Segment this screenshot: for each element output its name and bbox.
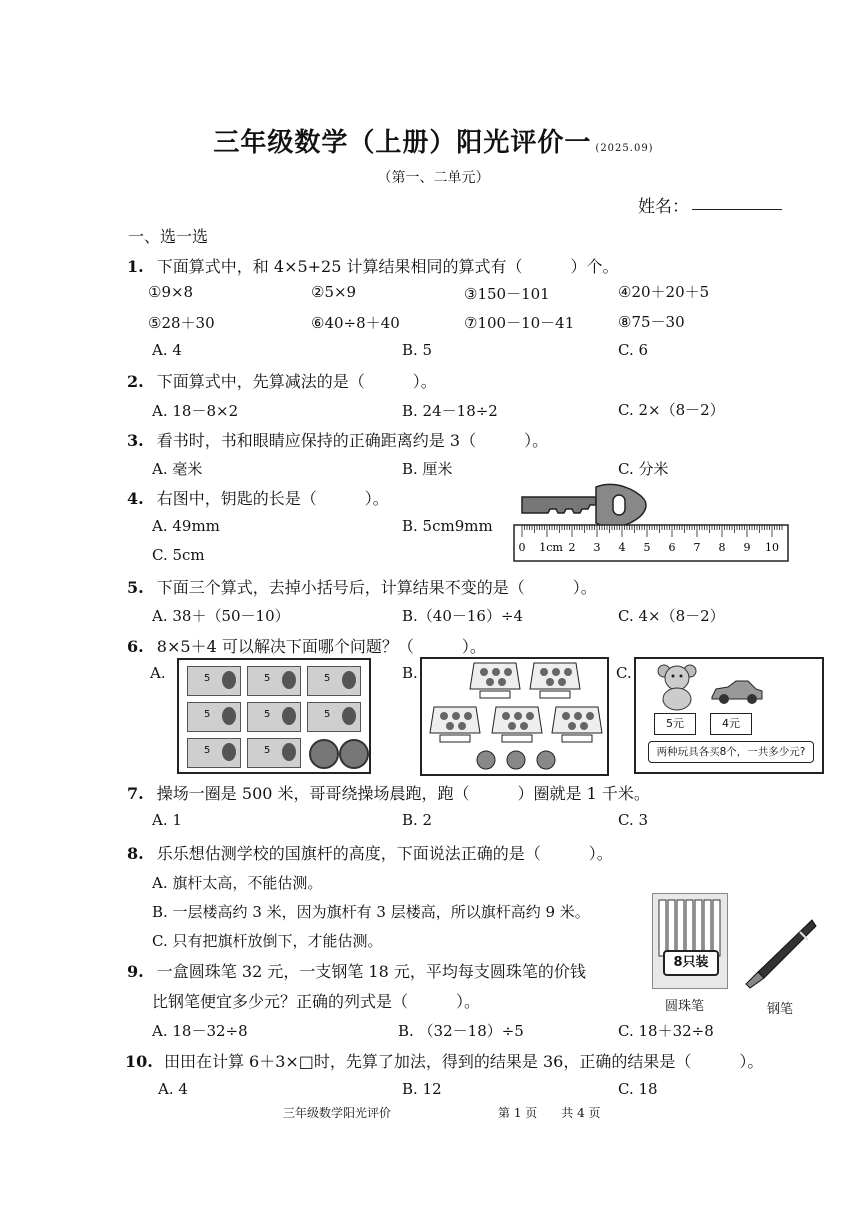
ruler-label: 9 (743, 541, 751, 554)
name-field[interactable] (692, 209, 782, 210)
q1-option-c[interactable]: C. 6 (618, 341, 649, 359)
mooncake-box-icon (492, 707, 542, 742)
q3-option-b[interactable]: B. 厘米 (402, 460, 453, 478)
q6-stem (127, 634, 486, 657)
q5-option-c[interactable]: C. 4×（8－2） (618, 607, 725, 625)
ruler-label: 10 (765, 541, 779, 554)
q1-item-1: ①9×8 (148, 283, 194, 301)
q1-item-7: ⑦100－10－41 (464, 314, 575, 332)
section-heading: 一、选一选 (128, 227, 209, 246)
q3-stem (127, 428, 548, 451)
price-tag-bear: 5元 (654, 713, 696, 735)
key-ruler-figure (512, 483, 792, 563)
banknote-icon: 5 (247, 738, 301, 768)
q2-option-c[interactable]: C. 2×（8－2） (618, 401, 725, 419)
coin-icon (309, 739, 339, 769)
key-icon (522, 484, 646, 527)
q1-item-4: ④20＋20＋5 (618, 283, 710, 301)
q10-text: 田田在计算 6＋3×□时，先算了加法，得到的结果是 36，正确的结果是（ ）。 (163, 1052, 764, 1071)
q1-option-b[interactable]: B. 5 (402, 341, 433, 359)
mooncake-box-icon (470, 663, 520, 698)
q3-number: 3. (127, 431, 144, 450)
q2-option-b[interactable]: B. 24－18÷2 (402, 402, 498, 420)
q8-option-c[interactable]: C. 只有把旗杆放倒下，才能估测。 (152, 932, 383, 950)
q6-label-a[interactable]: A. (150, 664, 166, 682)
banknote-icon: 5 (307, 666, 361, 696)
q10-option-b[interactable]: B. 12 (402, 1080, 442, 1098)
q9-option-a[interactable]: A. 18－32÷8 (152, 1022, 248, 1040)
q7-stem (127, 781, 650, 804)
q5-option-a[interactable]: A. 38＋（50－10） (152, 607, 290, 625)
q1-text: 下面算式中，和 4×5+25 计算结果相同的算式有（ ）个。 (156, 257, 619, 276)
q4-option-b[interactable]: B. 5cm9mm (402, 517, 493, 535)
q2-text: 下面算式中，先算减法的是（ ）。 (156, 372, 437, 391)
q6-label-c[interactable]: C. (616, 664, 632, 682)
ruler-label: 3 (593, 541, 601, 554)
q5-text: 下面三个算式，去掉小括号后，计算结果不变的是（ ）。 (156, 578, 597, 597)
mooncake-boxes (422, 659, 607, 774)
q1-stem (127, 254, 619, 277)
title-text: 三年级数学（上册）阳光评价一 (213, 128, 592, 158)
page-subtitle: （第一、二单元） (377, 170, 490, 186)
banknote-icon: 5 (247, 666, 301, 696)
mooncake-box-icon (552, 707, 602, 742)
price-tag-car: 4元 (710, 713, 752, 735)
coin-icon (339, 739, 369, 769)
ruler-label: 0 (518, 541, 526, 554)
q9-text-line2: 比钢笔便宜多少元？正确的列式是（ ）。 (152, 992, 481, 1011)
banknote-icon: 5 (307, 702, 361, 732)
mooncake-box-icon (430, 707, 480, 742)
page-title (0, 122, 867, 159)
name-label: 姓名： (638, 197, 689, 217)
q2-option-a[interactable]: A. 18－8×2 (152, 402, 239, 420)
banknote-icon: 5 (187, 666, 241, 696)
q3-option-a[interactable]: A. 毫米 (152, 460, 203, 478)
q10-stem (125, 1049, 763, 1072)
mooncake-icon (477, 751, 555, 769)
q6-number: 6. (127, 637, 144, 656)
q1-item-5: ⑤28＋30 (148, 314, 215, 332)
fountain-pen-icon (742, 918, 818, 992)
q9-option-b[interactable]: B. （32－18）÷5 (398, 1022, 524, 1040)
footer-page: 第 1 页 共 4 页 (498, 1106, 601, 1120)
q4-option-c[interactable]: C. 5cm (152, 546, 205, 564)
q3-option-c[interactable]: C. 分米 (618, 460, 669, 478)
title-date: (2025.09) (595, 143, 654, 154)
q9-stem-line1 (127, 959, 586, 982)
q9-option-c[interactable]: C. 18＋32÷8 (618, 1022, 714, 1040)
q6-text: 8×5＋4 可以解决下面哪个问题？（ ）。 (156, 637, 486, 656)
banknote-icon: 5 (187, 702, 241, 732)
mooncake-box-icon (530, 663, 580, 698)
q6-picture-b[interactable] (420, 657, 609, 776)
q10-option-c[interactable]: C. 18 (618, 1080, 658, 1098)
q8-number: 8. (127, 844, 144, 863)
q8-stem (127, 841, 613, 864)
q6-picture-c[interactable] (634, 657, 824, 774)
ruler-label: 2 (568, 541, 576, 554)
q8-text: 乐乐想估测学校的国旗杆的高度，下面说法正确的是（ ）。 (156, 844, 613, 863)
footer-title: 三年级数学阳光评价 (283, 1106, 392, 1120)
q6-label-b[interactable]: B. (402, 664, 418, 682)
speech-bubble: 两种玩具各买8个，一共多少元? (648, 741, 814, 763)
q2-stem (127, 369, 437, 392)
caption-ballpen: 圆珠笔 (665, 999, 705, 1014)
ruler-label: 6 (668, 541, 676, 554)
ruler-label: 5 (643, 541, 651, 554)
q5-stem (127, 575, 597, 598)
box-label: 8只装 (663, 950, 719, 976)
banknote-icon: 5 (247, 702, 301, 732)
caption-fountain: 钢笔 (767, 1002, 794, 1017)
ruler (514, 525, 788, 561)
q4-stem (127, 486, 389, 509)
q9-text-line1: 一盒圆珠笔 32 元，一支钢笔 18 元，平均每支圆珠笔的价钱 (156, 962, 586, 981)
q2-number: 2. (127, 372, 144, 391)
q6-picture-a[interactable] (177, 658, 371, 774)
ballpen-box-image (652, 893, 728, 989)
q9-number: 9. (127, 962, 144, 981)
banknote-icon: 5 (187, 738, 241, 768)
q7-option-b[interactable]: B. 2 (402, 811, 433, 829)
ruler-label: 1cm (539, 541, 563, 554)
q1-option-a[interactable]: A. 4 (152, 341, 182, 359)
toy-car-icon (708, 679, 764, 705)
q1-item-3: ③150－101 (464, 285, 550, 303)
ruler-label: 4 (618, 541, 626, 554)
ruler-label: 8 (718, 541, 726, 554)
q1-number: 1. (127, 257, 144, 276)
q4-option-a[interactable]: A. 49mm (152, 517, 220, 535)
ruler-label: 7 (693, 541, 701, 554)
q7-text: 操场一圈是 500 米，哥哥绕操场晨跑，跑（ ）圈就是 1 千米。 (156, 784, 650, 803)
q4-text: 右图中，钥匙的长是（ ）。 (156, 489, 389, 508)
q4-number: 4. (127, 489, 144, 508)
q1-item-2: ②5×9 (311, 283, 357, 301)
q1-item-6: ⑥40÷8＋40 (311, 314, 400, 332)
q8-option-b[interactable]: B. 一层楼高约 3 米，因为旗杆有 3 层楼高，所以旗杆高约 9 米。 (152, 903, 590, 921)
q7-number: 7. (127, 784, 144, 803)
q5-number: 5. (127, 578, 144, 597)
q7-option-c[interactable]: C. 3 (618, 811, 649, 829)
q8-option-a[interactable]: A. 旗杆太高，不能估测。 (152, 874, 323, 892)
q1-item-8: ⑧75－30 (618, 313, 685, 331)
q10-number: 10. (125, 1052, 153, 1071)
q7-option-a[interactable]: A. 1 (152, 811, 182, 829)
q10-option-a[interactable]: A. 4 (158, 1080, 188, 1098)
q5-option-b[interactable]: B.（40－16）÷4 (402, 607, 524, 625)
q3-text: 看书时，书和眼睛应保持的正确距离约是 3（ ）。 (156, 431, 549, 450)
teddy-bear-icon (654, 663, 700, 711)
